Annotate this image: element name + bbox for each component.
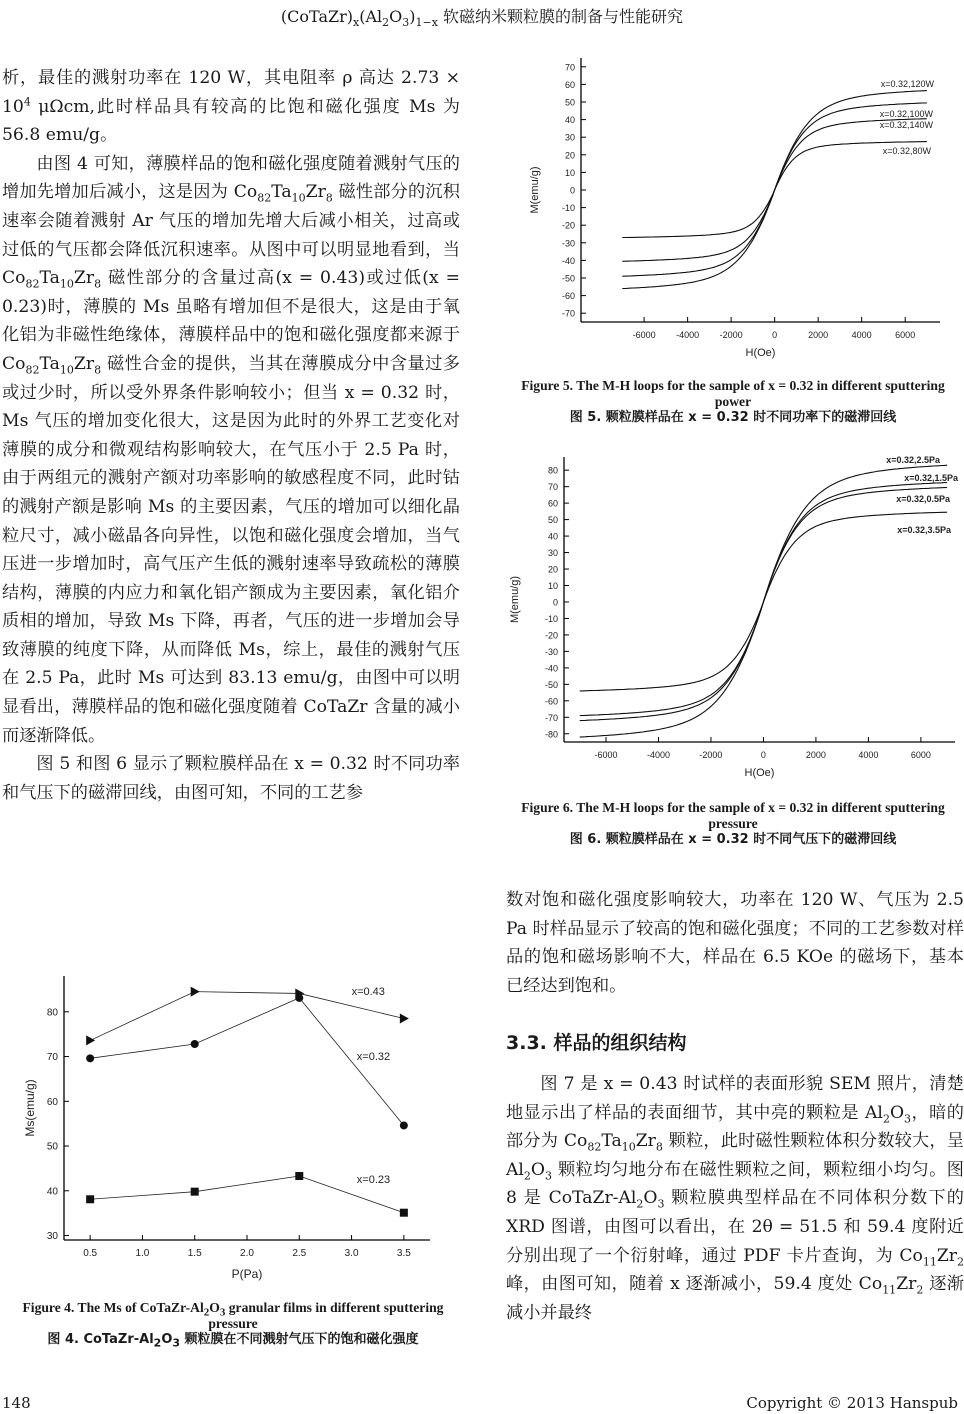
right-column-text-top [506,886,964,1000]
y-tick-label: -60 [561,291,575,302]
x-tick-label: 2.5 [292,1248,307,1259]
y-tick-label: 30 [564,132,575,143]
series-label: x=0.43 [351,985,385,998]
y-tick-label: 60 [547,498,558,509]
series-label: x=0.32,140W [879,120,933,130]
data-point-circle [86,1054,94,1062]
x-tick-label: 6000 [910,750,931,760]
x-tick-label: 0 [760,750,766,760]
y-tick-label: -40 [544,663,558,674]
y-tick-label: -10 [561,203,575,214]
y-tick-label: 40 [46,1186,58,1198]
y-tick-label: -20 [544,630,558,641]
x-axis-label: H(Oe) [744,767,775,779]
y-axis-label: Ms(emu/g) [23,1079,37,1137]
running-title: $(CoTaZr)_x(Al_2O_3)_{1-x}$ 软磁纳米颗粒膜的制备与性能研究 [280,7,684,30]
copyright: Copyright © 2013 Hanspub [746,1394,958,1412]
data-point-circle [295,994,303,1002]
y-tick-label: 80 [547,465,558,476]
figure-6-chart [500,445,964,785]
series-label: x=0.32,120W [880,79,934,89]
left-column-text [2,64,460,807]
y-tick-label: -30 [544,646,558,657]
y-tick-label: 30 [46,1231,58,1243]
y-tick-label: 40 [564,115,575,126]
paragraph: 由图 4 可知，薄膜样品的饱和磁化强度随着溅射气压的增加先增加后减小，这是因为 $Co_{82}Ta_{10}Zr_8$ 磁性部分的沉积速率会随着溅射 Ar 气压的增加先增大后减小相关，过高或过低的气压都会降低沉积速率。从图中可以明显地看到，当 $Co_{82}Ta_{10}Zr_8$ 磁性部分的含量过高(x = 0.43)或过低(x = 0.23)时，薄膜的 Ms 虽略有增加但不是很大，这是由于氧化铝为非磁性绝缘体，薄膜样品中的饱和磁化强度都来源于 $Co_{82}Ta_{10}Zr_8$ 磁性合金的提供，当其在薄膜成分中含量过多或过少时，所以受外界条件影响较小；但当 x = 0.32 时，Ms 气压的增加变化很大，这是因为此时的外界工艺变化对薄膜的成分和微观结构影响较大，在气压小于 2.5 Pa 时，由于两组元的溅射产额对功率影响的敏感程度不同，此时钴的溅射产额是影响 Ms 的主要因素，气压的增加可以细化晶粒尺寸，减小磁晶各向异性，以饱和磁化强度会增加，当气压进一步增加时，高气压产生低的溅射速率导致疏松的薄膜结构，薄膜的内应力和氧化铝产额成为主要因素，氧化铝介质相的增加，导致 Ms 下降，再者，气压的进一步增加会导致薄膜的纯度下降，从而降低 Ms，综上，最佳的溅射气压在 2.5 Pa，此时 Ms 可达到 83.13 emu/g，由图中可以明显看出，薄膜样品的饱和磁化强度随着 CoTaZr 含量的减小而逐渐降低。 [2,153,460,746]
data-point-circle [400,1121,408,1129]
data-point-square [86,1195,94,1203]
paragraph: 图 5 和图 6 显示了颗粒膜样品在 x = 0.32 时不同功率和气压下的磁滞回线，由图可知，不同的工艺参 [2,754,460,803]
y-tick-label: -30 [561,238,575,249]
data-point-circle [191,1040,199,1048]
y-tick-label: 50 [46,1141,58,1153]
y-tick-label: 70 [547,482,558,493]
figure-4-caption-en: Figure 4. The Ms of CoTaZr-$Al_2O_3$ granular films in different sputtering pressure [22,1300,444,1331]
y-tick-label: 20 [547,564,558,575]
series-label: x=0.32 [356,1051,391,1064]
y-tick-label: 70 [564,62,575,73]
figure-4-chart [20,970,440,1300]
series-label: x=0.32,100W [879,109,933,119]
x-tick-label: -4000 [676,330,700,340]
series-label: x=0.32,3.5Pa [897,525,951,535]
series-label: x=0.32,1.5Pa [904,473,958,483]
y-axis-label: M(emu/g) [529,166,541,214]
y-tick-label: -70 [544,712,558,723]
y-tick-label: -70 [561,308,575,319]
series-label: x=0.32,0.5Pa [896,494,950,504]
x-tick-label: 4000 [851,330,872,340]
x-tick-label: 1.5 [187,1248,202,1259]
y-tick-label: 60 [564,79,575,90]
y-tick-label: -20 [561,220,575,231]
y-tick-label: -50 [544,679,558,690]
x-tick-label: -4000 [646,750,670,760]
data-point-square [191,1188,199,1196]
x-tick-label: 1.0 [135,1248,150,1259]
data-point-square [295,1172,303,1180]
x-tick-label: 6000 [895,330,916,340]
x-tick-label: 0.5 [83,1248,98,1259]
x-axis-label: H(Oe) [745,347,776,359]
y-axis-label: M(emu/g) [509,575,521,624]
page-number: 148 [2,1394,31,1412]
figure-6-caption-en: Figure 6. The M-H loops for the sample of x = 0.32 in different sputtering pressure [521,800,945,831]
figure-6-caption [510,800,956,848]
right-column-text-bottom [506,1070,964,1327]
x-tick-label: 4000 [858,750,879,760]
x-tick-label: 2000 [808,330,829,340]
figure-5-caption-en: Figure 5. The M-H loops for the sample of x = 0.32 in different sputtering power [521,378,945,409]
figure-5-caption [510,378,956,426]
series-line-x-0.43 [90,992,404,1041]
series-label: x=0.23 [356,1174,391,1187]
x-tick-label: -2000 [719,330,743,340]
x-tick-label: -2000 [699,750,723,760]
y-tick-label: 40 [547,531,558,542]
x-tick-label: 3.5 [396,1248,411,1259]
y-tick-label: -40 [561,255,575,266]
y-tick-label: 10 [547,580,558,591]
y-tick-label: 50 [547,515,558,526]
y-tick-label: 60 [46,1096,58,1108]
y-tick-label: 20 [564,150,575,161]
section-heading: 3.3. 样品的组织结构 [506,1032,687,1054]
figure-4-caption-cn: 图 4. CoTaZr-$Al_2O_3$ 颗粒膜在不同溅射气压下的饱和磁化强度 [47,1332,419,1350]
y-tick-label: 0 [569,185,575,196]
y-tick-label: -80 [544,729,558,740]
y-tick-label: -60 [544,696,558,707]
data-point-triangle [400,1014,409,1024]
data-point-triangle [191,987,200,997]
figure-5-caption-cn: 图 5. 颗粒膜样品在 x = 0.32 时不同功率下的磁滞回线 [569,410,897,425]
series-label: x=0.32,80W [882,146,931,156]
paragraph: 数对饱和磁化强度影响较大，功率在 120 W、气压为 2.5 Pa 时样品显示了较高的饱和磁化强度；不同的工艺参数对样品的饱和磁场影响不大，样品在 6.5 KOe 的磁场下，基本已经达到饱和。 [506,890,964,996]
data-point-triangle [86,1035,95,1045]
x-tick-label: 2000 [805,750,826,760]
y-tick-label: 50 [564,97,575,108]
figure-6-caption-cn: 图 6. 颗粒膜样品在 x = 0.32 时不同气压下的磁滞回线 [569,832,897,847]
y-tick-label: 10 [564,167,575,178]
paragraph: 图 7 是 x = 0.43 时试样的表面形貌 SEM 照片，清楚地显示出了样品的表面细节，其中亮的颗粒是 $Al_2O_3$，暗的部分为 $Co_{82}Ta_{10}Zr_8$ 颗粒，此时磁性颗粒体积分数较大，呈 $Al_2O_3$ 颗粒均匀地分布在磁性颗粒之间，颗粒细小均匀。图 8 是 CoTaZr-$Al_2O_3$ 颗粒膜典型样品在不同体积分数下的 XRD 图谱，由图可以看出，在 2θ = 51.5 和 59.4 度附近分别出现了一个衍射峰，通过 PDF 卡片查询，为 $Co_{11}Zr_2$ 峰，由图可知，随着 x 逐渐减小，59.4 度处 $Co_{11}Zr_2$ 逐渐减小并最终 [506,1074,964,1323]
x-tick-label: -6000 [632,330,656,340]
paragraph: 析，最佳的溅射功率在 120 W，其电阻率 ρ 高达 $2.73 \times 10^4$ μΩcm,此时样品具有较高的比饱和磁化强度 Ms 为 56.8 emu/g。 [2,68,460,146]
mh-loop-curve [580,512,947,691]
data-point-square [400,1209,408,1217]
x-tick-label: 3.0 [344,1248,359,1259]
series-label: x=0.32,2.5Pa [886,455,940,465]
running-title-cn: 软磁纳米颗粒膜的制备与性能研究 [443,7,684,26]
figure-4-caption [2,1300,464,1348]
x-tick-label: 2.0 [240,1248,254,1259]
x-axis-label: P(Pa) [231,1267,263,1281]
figure-5-chart [500,50,964,370]
y-tick-label: 70 [46,1052,58,1064]
y-tick-label: 30 [547,548,558,559]
mh-loop-curve [622,142,927,238]
x-tick-label: -6000 [594,750,618,760]
y-tick-label: 0 [552,597,558,608]
x-tick-label: 0 [772,330,778,340]
y-tick-label: -50 [561,273,575,284]
y-tick-label: -10 [544,613,558,624]
y-tick-label: 80 [46,1007,58,1019]
